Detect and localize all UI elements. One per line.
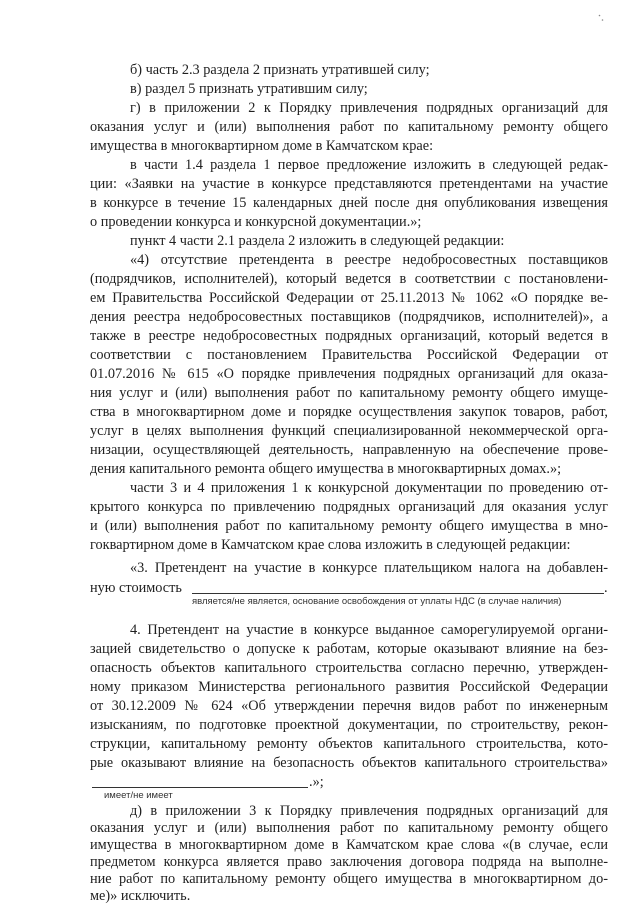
sro-caption: имеет/не имеет [104,790,173,801]
vat-caption: является/не является, основание освобождения от уплаты НДС (в случае наличия) [192,596,562,607]
text-line: .»; [309,774,324,790]
text-line: о проведении конкурса и конкурсной документации.»; [90,214,422,230]
text-line: 4. Претендент на участие в конкурсе выданное саморегулируемой органи- [130,622,608,638]
vat-line-end: . [604,580,608,596]
text-line: в части 1.4 раздела 1 первое предложение изложить в следующей редак- [130,157,608,173]
text-line: услуг в целях выполнения функций специализированной некоммерческой орга- [90,423,608,439]
text-line: оказания услуг и (или) выполнения работ по капитальному ремонту общего [90,119,608,135]
text-line: г) в приложении 2 к Порядку привлечения подрядных организаций для [130,100,608,116]
text-line: ную стоимость [90,580,182,596]
text-line: зацией свидетельство о допуске к работам, которые оказывают влияние на без- [90,641,608,657]
text-line: ства в многоквартирном доме и порядке осуществления закупок товаров, работ, [90,404,608,420]
text-line: опасность объектов капитального строительства согласно перечню, утвержден- [90,660,608,676]
text-line: «4) отсутствие претендента в реестре недобросовестных поставщиков [130,252,608,268]
text-line: ем Правительства Российской Федерации от 25.11.2013 № 1062 «О порядке ве- [90,290,608,306]
text-line: ние работ по капитальному ремонту общего имущества в многоквартирном до- [90,871,608,887]
text-line: низации, осуществляющей деятельность, направленную на обеспечение прове- [90,442,608,458]
text-line: б) часть 2.3 раздела 2 признать утратившей силу; [130,62,430,78]
text-line: ния услуг и (или) выполнения работ по капитальному ремонту общего имуще- [90,385,608,401]
text-line: также в реестре недобросовестных подрядных организаций, который ведется в [90,328,608,344]
text-line: (подрядчиков, исполнителей), который ведется в соответствии с постановлени- [90,271,608,287]
text-line: «3. Претендент на участие в конкурсе плательщиком налога на добавлен- [130,560,608,576]
text-line: в) раздел 5 признать утратившим силу; [130,81,368,97]
text-line: ме)» исключить. [90,888,191,904]
scan-speck [598,14,604,22]
text-line: пункт 4 части 2.1 раздела 2 изложить в следующей редакции: [130,233,505,249]
vat-blank-line [192,593,604,594]
text-line: 01.07.2016 № 615 «О порядке привлечения подрядных организаций для оказа- [90,366,608,382]
text-line: соответствии с постановлением Правительства Российской Федерации от [90,347,608,363]
text-line: оказания услуг и (или) выполнения работ по капитальному ремонту общего [90,820,608,836]
text-line: крытого конкурса по привлечению подрядных организаций для оказания услуг [90,499,608,515]
text-line: предметом конкурса является право заключения договора подряда на выполне- [90,854,608,870]
text-line: имущества в многоквартирном доме в Камчатском крае слова «(в случае, если [90,837,608,853]
text-line: ции: «Заявки на участие в конкурсе представляются претендентами на участие [90,176,608,192]
text-line: дения капитального ремонта общего имущества в многоквартирных домах.»; [90,461,562,477]
text-line: изысканиям, по подготовке проектной документации, по строительству, рекон- [90,717,608,733]
sro-blank-line [92,787,308,788]
text-line: гоквартирном доме в Камчатском крае слова изложить в следующей редакции: [90,537,571,553]
text-line: дения реестра недобросовестных поставщиков (подрядчиков, исполнителей)», а [90,309,608,325]
text-line: части 3 и 4 приложения 1 к конкурсной документации по проведению от- [130,480,608,496]
text-line: в конкурсе в течение 15 календарных дней после дня опубликования извещения [90,195,608,211]
text-line: д) в приложении 3 к Порядку привлечения подрядных организаций для [130,803,608,819]
text-line: от 30.12.2009 № 624 «Об утверждении перечня видов работ по инженерным [90,698,608,714]
text-line: и (или) выполнения работ по капитальному ремонту общего имущества в мно- [90,518,608,534]
text-line: имущества в многоквартирном доме в Камчатском крае: [90,138,434,154]
text-line: рые оказывают влияние на безопасность объектов капитального строительства» [90,755,608,771]
text-line: струкции, капитальному ремонту объектов капитального строительства, кото- [90,736,608,752]
text-line: ному приказом Министерства регионального развития Российской Федерации [90,679,608,695]
